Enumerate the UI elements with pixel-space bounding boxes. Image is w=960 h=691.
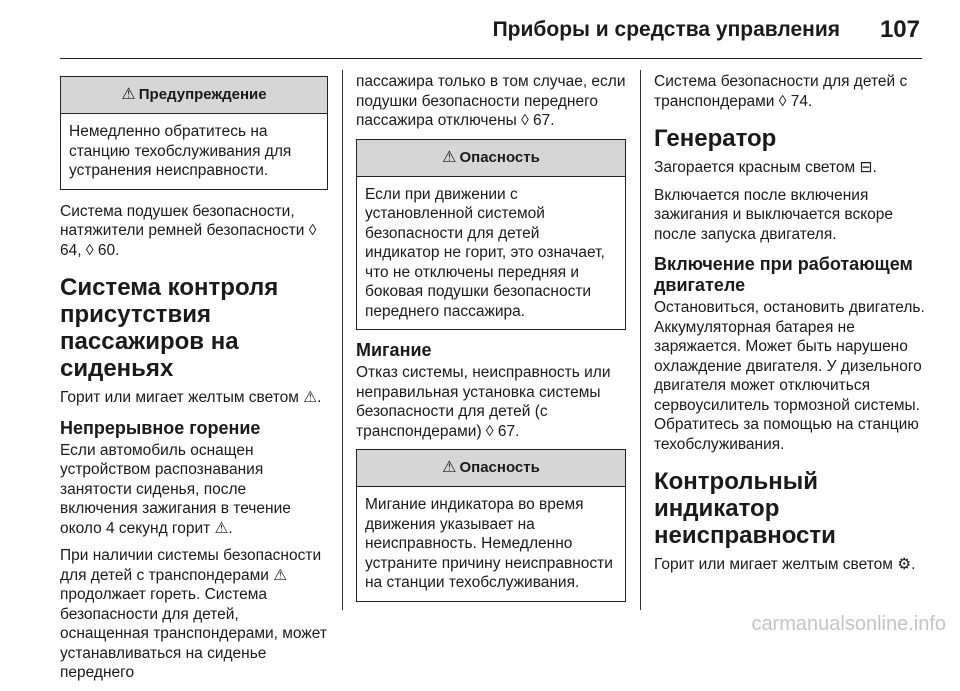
header-divider [60,58,922,59]
warning-triangle-icon: ⚠ [442,459,457,477]
warning-box-title: Предупреждение [138,86,267,104]
passenger-lights-paragraph: Горит или мигает желтым светом ⚠. [60,389,322,406]
danger-box-2 [356,449,626,602]
child-seat-paragraph: Система безопасности для детей с транспондерами ◊ 74. [654,73,908,110]
heading-blinking: Мигание [356,340,432,360]
blinking-paragraph: Отказ системы, неисправность или неправильная установка системы безопасности для детей (с транспондерами) ◊ 67. [356,364,611,440]
danger-box-1-title: Опасность [459,148,540,166]
danger-box-2-text: Мигание индикатора во время движения указывает на неисправность. Немедленно устраните причину неисправности на станции техобслуживания. [365,496,613,591]
malfunction-paragraph: Горит или мигает желтым светом ⚙. [654,556,916,573]
page-header [0,0,960,60]
airbag-paragraph: Система подушек безопасности, натяжители ремней безопасности ◊ 64, ◊ 60. [60,202,317,259]
warning-box [60,76,328,190]
column-divider-2 [640,70,641,610]
danger-box-2-title: Опасность [459,459,540,477]
page-number: 107 [879,16,920,43]
engine-running-paragraph: Остановиться, остановить двигатель. Аккумуляторная батарея не заряжается. Может быть нарушено охлаждение двигателя. У дизельного двигателя может отключиться сервоусилитель тормозной системы. Обратитесь за помощью на станцию техобслуживания. [654,299,925,453]
heading-passenger-detection: Система контроля присутствия пассажиров на сиденьях [60,274,279,382]
continuation-paragraph: пассажира только в том случае, если подушки безопасности переднего пассажира отключены ◊ 67. [356,73,626,129]
heading-generator: Генератор [654,125,777,152]
generator-paragraph-1: Загорается красным светом ⊟. [654,159,877,176]
danger-box-1 [356,139,626,331]
heading-steady-light: Непрерывное горение [60,417,261,438]
watermark: carmanualsonline.info [751,613,946,635]
warning-box-text: Немедленно обратитесь на станцию техобслуживания для устранения неисправности. [69,123,292,179]
column-1 [60,72,328,691]
steady-paragraph-2: При наличии системы безопасности для детей с транспондерами ⚠ продолжает гореть. Система безопасности для детей, оснащенная транспондерами, может устанавливаться на сиденье переднего [60,547,327,681]
warning-triangle-icon: ⚠ [121,86,136,104]
page-title: Приборы и средства управления [492,18,840,41]
steady-paragraph-1: Если автомобиль оснащен устройством распознавания занятости сиденья, после включения зажигания в течение около 4 секунд горит ⚠. [60,441,291,537]
warning-triangle-icon: ⚠ [442,148,457,166]
column-2 [356,72,626,612]
column-divider-1 [342,70,343,610]
column-3 [654,72,926,583]
heading-engine-running: Включение при работающем двигателе [654,254,913,295]
danger-box-1-text: Если при движении с установленной системой безопасности для детей индикатор не горит, это означает, что не отключены передняя и боковая подушки безопасности переднего пассажира. [365,185,605,320]
generator-paragraph-2: Включается после включения зажигания и выключается вскоре после запуска двигателя. [654,186,894,243]
heading-malfunction-indicator: Контрольный индикатор неисправности [654,468,836,549]
